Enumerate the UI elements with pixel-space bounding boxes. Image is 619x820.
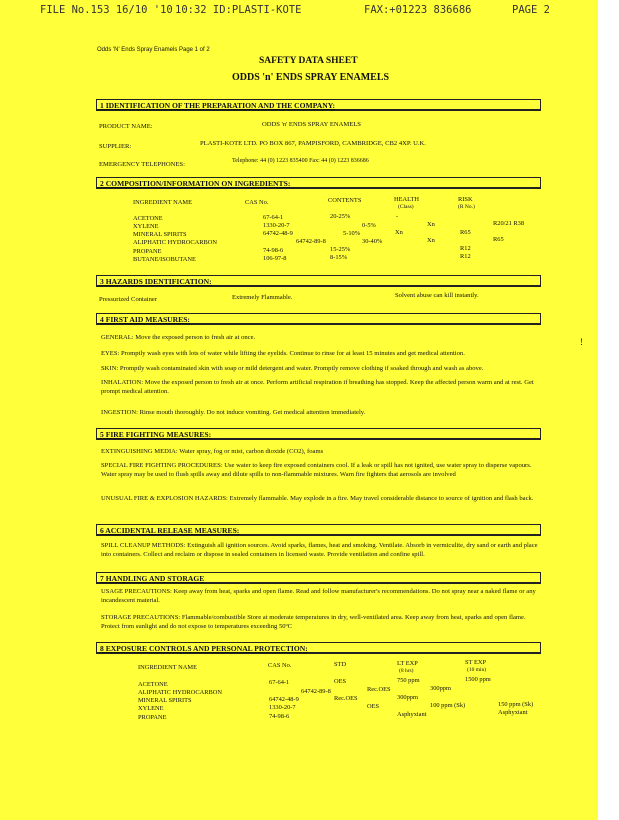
s8-col-std: STD xyxy=(334,661,347,668)
fire-unusual-hazards: UNUSUAL FIRE & EXPLOSION HAZARDS: Extremely flammable. May explode in a fire. May travel considerable distance to source of ignition and flash back. xyxy=(101,495,534,502)
s8-ingredient-acetone: ACETONE xyxy=(138,681,168,688)
risk-mineral-spirits: R65 xyxy=(460,229,471,236)
s8-col-stexp: ST EXP xyxy=(465,659,487,666)
section-6-heading: 6 ACCIDENTAL RELEASE MEASURES: xyxy=(96,524,541,536)
s8-lt-propane: Asphyxiant xyxy=(397,711,427,718)
usage-precautions: USAGE PRECAUTIONS: Keep away from heat, sparks and open flame. Read and follow manufacturer's recommendations. Do not spray near a naked flame or any incandescent material. xyxy=(101,588,536,604)
section-2-heading: 2 COMPOSITION/INFORMATION ON INGREDIENTS: xyxy=(96,177,541,189)
supplier-label: SUPPLIER: xyxy=(99,143,132,150)
hazard-container: Pressurized Container xyxy=(99,296,158,303)
contents-butane: 8-15% xyxy=(330,254,348,261)
first-aid-ingestion: INGESTION: Rinse mouth thoroughly. Do not induce vomiting. Get medical attention immediately. xyxy=(101,409,366,416)
s8-lt-xylene: 100 ppm (Sk) xyxy=(430,702,466,709)
emergency-label: EMERGENCY TELEPHONES: xyxy=(99,161,185,168)
section-7-heading: 7 HANDLING AND STORAGE xyxy=(96,572,541,584)
fax-time-id: 10:32 ID:PLASTI-KOTE xyxy=(175,4,302,16)
s8-st-acetone: 1500 ppm xyxy=(465,676,491,683)
health-aliphatic: Xn xyxy=(427,237,435,244)
ingredient-propane: PROPANE xyxy=(133,248,162,255)
cas-propane: 74-98-6 xyxy=(263,247,284,254)
risk-aliphatic: R65 xyxy=(493,236,504,243)
s8-col-stexp-sub: (10 min) xyxy=(467,667,487,673)
first-aid-general: GENERAL: Move the exposed person to fresh air at once. xyxy=(101,334,256,341)
section-3-heading: 3 HAZARDS IDENTIFICATION: xyxy=(96,275,541,287)
s8-ingredient-xylene: XYLENE xyxy=(138,705,164,712)
fire-extinguishing-media: EXTINGUISHING MEDIA: Water spray, fog or mist, carbon dioxide (CO2), foams xyxy=(101,448,324,455)
spill-cleanup: SPILL CLEANUP METHODS: Extinguish all ignition sources. Avoid sparks, flames, heat and smoking. Ventilate. Absorb in vermiculite, dry sand or earth and place into containers. Collect and reclaim or dispose in sealed containers in licensed waste. Provide ventilation and confine spill. xyxy=(101,542,538,558)
ingredient-xylene: XYLENE xyxy=(133,223,159,230)
page-label: Odds 'N' Ends Spray Enamels Page 1 of 2 xyxy=(97,47,210,53)
col-risk-sub: (R No.) xyxy=(458,204,475,210)
s8-std-aliphatic: Rec.OES xyxy=(367,686,391,693)
col-risk: RISK xyxy=(458,196,473,203)
first-aid-eyes: EYES: Promptly wash eyes with lots of water while lifting the eyelids. Continue to rinse for at least 15 minutes and get medical attention. xyxy=(101,350,465,357)
section-5-heading: 5 FIRE FIGHTING MEASURES: xyxy=(96,428,541,440)
s8-std-xylene: OES xyxy=(367,703,380,710)
section-8-heading: 8 EXPOSURE CONTROLS AND PERSONAL PROTECTION: xyxy=(96,642,541,654)
s8-ingredient-aliphatic: ALIPHATIC HYDROCARBON xyxy=(138,689,222,696)
s8-lt-acetone: 750 ppm xyxy=(397,677,420,684)
cas-acetone: 67-64-1 xyxy=(263,214,284,221)
ingredient-acetone: ACETONE xyxy=(133,215,163,222)
s8-col-cas: CAS No. xyxy=(268,662,292,669)
risk-xylene: R20/21 R38 xyxy=(493,220,525,227)
s8-cas-xylene: 1330-20-7 xyxy=(269,704,296,711)
col-health: HEALTH xyxy=(394,196,419,203)
first-aid-skin: SKIN: Promptly wash contaminated skin with soap or mild detergent and water. Promptly remove clothing if soaked through and wash as above. xyxy=(101,365,484,372)
s8-ingredient-propane: PROPANE xyxy=(138,714,167,721)
margin-mark: ! xyxy=(580,337,583,347)
cas-aliphatic: 64742-89-8 xyxy=(296,238,326,245)
s8-st-xylene: 150 ppm (Sk) xyxy=(498,701,534,708)
s8-cas-propane: 74-98-6 xyxy=(269,713,290,720)
s8-cas-aliphatic: 64742-89-8 xyxy=(301,688,331,695)
s8-st-propane: Asphyxiant xyxy=(498,709,528,716)
col-cas: CAS No. xyxy=(245,199,269,206)
ingredient-aliphatic: ALIPHATIC HYDROCARBON xyxy=(133,239,217,246)
health-xylene: Xn xyxy=(427,221,435,228)
s8-cas-mineral: 64742-48-9 xyxy=(269,696,299,703)
product-name-label: PRODUCT NAME: xyxy=(99,123,153,130)
contents-propane: 15-25% xyxy=(330,246,351,253)
doc-title: SAFETY DATA SHEET xyxy=(259,56,358,66)
contents-mineral-spirits: 5-10% xyxy=(343,230,361,237)
fax-number: FAX:+01223 836686 xyxy=(364,4,472,16)
s8-lt-aliphatic: 300ppm xyxy=(430,685,451,692)
ingredient-butane: BUTANE/ISOBUTANE xyxy=(133,256,196,263)
hazard-solvent-abuse: Solvent abuse can kill instantly. xyxy=(395,292,479,299)
s8-col-ltexp: LT EXP xyxy=(397,660,418,667)
contents-xylene: 0-5% xyxy=(362,222,376,229)
s8-std-mineral: Rec.OES xyxy=(334,695,358,702)
product-name-value: ODDS 'n' ENDS SPRAY ENAMELS xyxy=(262,121,361,128)
health-mineral-spirits: Xn xyxy=(395,229,403,236)
fax-file-info: FILE No.153 16/10 '10 xyxy=(40,4,173,16)
cas-mineral-spirits: 64742-48-9 xyxy=(263,230,293,237)
ingredient-mineral-spirits: MINERAL SPIRITS xyxy=(133,231,187,238)
storage-precautions: STORAGE PRECAUTIONS: Flammable/combustible Store at moderate temperatures in dry, well-ventilated area. Keep away from heat, sparks and open flame. Protect from sunlight and do not expose to temperatures exceeding 50ºC xyxy=(101,614,526,630)
section-4-heading: 4 FIRST AID MEASURES: xyxy=(96,313,541,325)
contents-aliphatic: 30-40% xyxy=(362,238,383,245)
col-health-sub: (Class) xyxy=(398,204,414,210)
section-1-heading: 1 IDENTIFICATION OF THE PREPARATION AND THE COMPANY: xyxy=(96,99,541,111)
fire-special-procedures: SPECIAL FIRE FIGHTING PROCEDURES: Use water to keep fire exposed containers cool. If a leak or spill has not ignited, use water spray to disperse vapours. Water spray may be used to flush spills away and dilute spills to non-flammable mixtures. Warn fire fighters that aerosols are involved xyxy=(101,462,532,478)
health-acetone: - xyxy=(396,213,399,220)
doc-subtitle: ODDS 'n' ENDS SPRAY ENAMELS xyxy=(232,72,390,83)
cas-xylene: 1330-20-7 xyxy=(263,222,290,229)
s8-col-ltexp-sub: (8 hrs) xyxy=(399,668,414,674)
s8-col-ingredient: INGREDIENT NAME xyxy=(138,664,197,671)
risk-butane: R12 xyxy=(460,253,471,260)
hazard-flammable: Extremely Flammable. xyxy=(232,294,293,301)
fax-page: PAGE 2 xyxy=(512,4,550,16)
col-ingredient-name: INGREDIENT NAME xyxy=(133,199,192,206)
cas-butane: 106-97-8 xyxy=(263,255,287,262)
s8-cas-acetone: 67-64-1 xyxy=(269,679,290,686)
col-contents: CONTENTS xyxy=(328,197,362,204)
emergency-value: Telephone: 44 (0) 1223 835400 Fax: 44 (0) 1223 836686 xyxy=(232,158,369,164)
s8-ingredient-mineral: MINERAL SPIRITS xyxy=(138,697,192,704)
contents-acetone: 20-25% xyxy=(330,213,351,220)
s8-lt-mineral: 300ppm xyxy=(397,694,418,701)
risk-propane: R12 xyxy=(460,245,471,252)
first-aid-inhalation: INHALATION: Move the exposed person to fresh air at once. Perform artificial respiration if breathing has stopped. Keep the affected person warm and at rest. Get prompt medical attention. xyxy=(101,379,534,395)
s8-std-acetone: OES xyxy=(334,678,347,685)
supplier-value: PLASTI-KOTE LTD. PO BOX 867, PAMPISFORD, CAMBRIDGE, CB2 4XP. U.K. xyxy=(200,140,426,147)
